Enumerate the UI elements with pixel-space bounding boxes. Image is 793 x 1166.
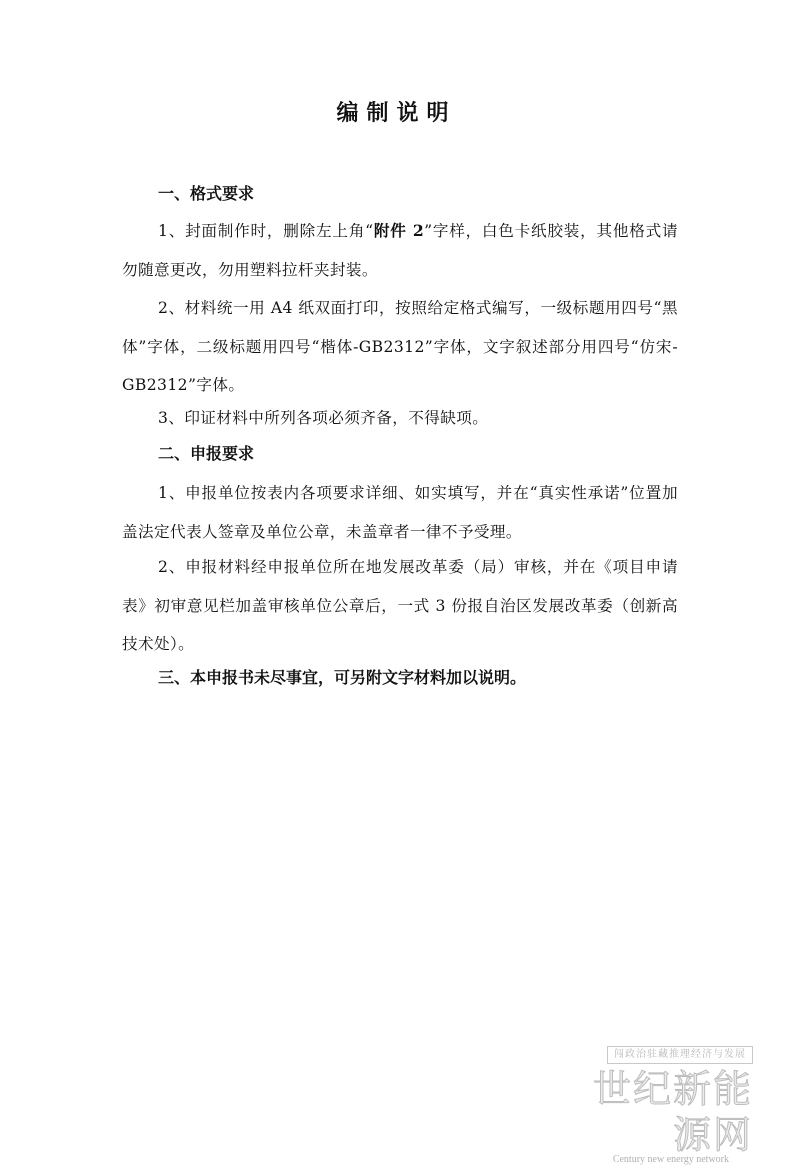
format-item-1-post: ”字样，白色卡纸胶装，其他格式请勿随意更改，勿用塑料拉杆夹封装。 [122,222,678,279]
watermark-logo-text: 世纪新能源网 [592,1067,753,1157]
section-heading-application: 二、申报要求 [158,444,255,463]
watermark [557,1042,753,1166]
watermark-english: Century new energy network [612,1154,729,1165]
format-item-1-bold: 附件 2 [373,221,425,240]
section-heading-notes: 三、本申报书未尽事宜，可另附文字材料加以说明。 [158,668,527,687]
format-item-3: 3、印证材料中所列各项必须齐备，不得缺项。 [158,409,489,427]
watermark-tag: 闯政治驻藏推理经济与发展 [607,1046,753,1064]
format-item-2: 2、材料统一用 A4 纸双面打印，按照给定格式编写，一级标题用四号“黑体”字体，二级标题用四号“楷体-GB2312”字体，文字叙述部分用四号“仿宋-GB2312”字体。 [122,299,678,394]
page-title: 编制说明 [336,100,457,126]
application-item-2: 2、申报材料经申报单位所在地发展改革委（局）审核，并在《项目申请表》初审意见栏加盖审核单位公章后，一式 3 份报自治区发展改革委（创新高技术处）。 [122,558,678,653]
application-item-1: 1、申报单位按表内各项要求详细、如实填写，并在“真实性承诺”位置加盖法定代表人签章及单位公章，未盖章者一律不予受理。 [122,484,678,541]
format-item-1-pre: 1、封面制作时，删除左上角“ [158,222,374,240]
format-item-1 [122,212,678,289]
section-heading-format: 一、格式要求 [158,184,255,203]
